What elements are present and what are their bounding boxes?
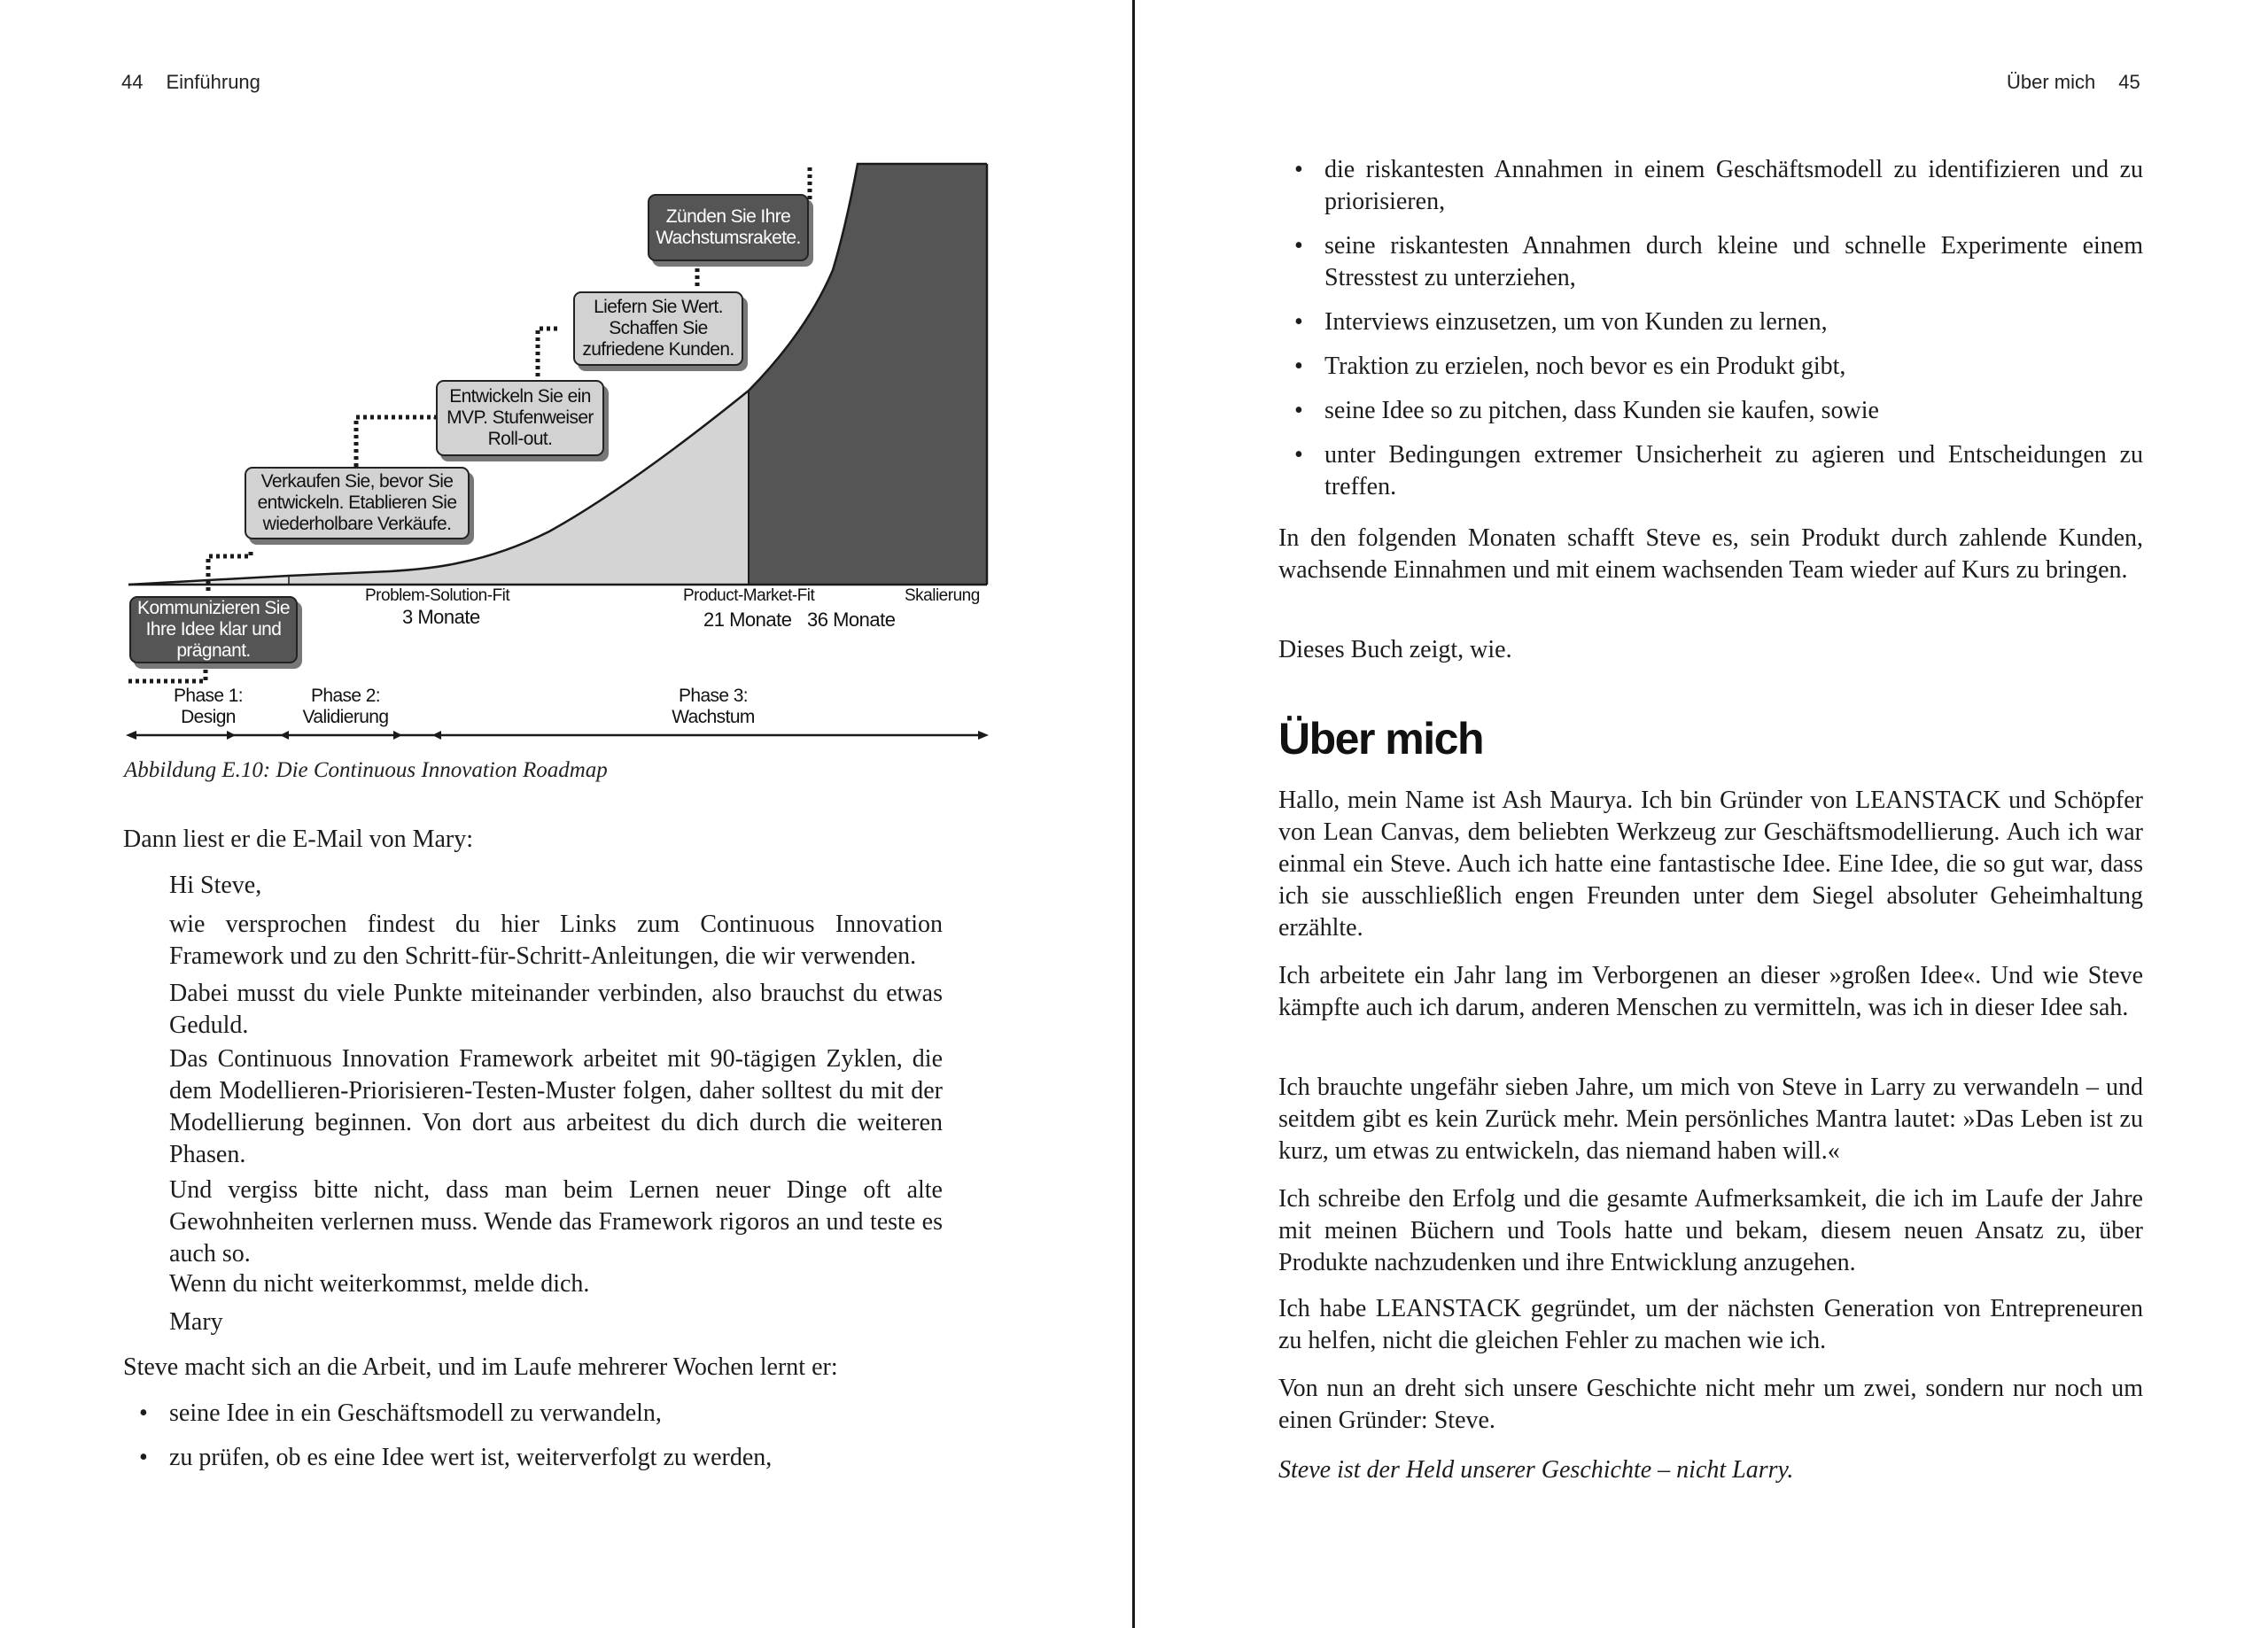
label-3-months: 3 Monate — [402, 606, 480, 628]
milestone-box-sell: Verkaufen Sie, bevor Sie entwickeln. Etablieren Sie wiederholbare Verkäufe. — [245, 467, 470, 539]
figure-caption: Abbildung E.10: Die Continuous Innovation Roadmap — [124, 758, 608, 782]
label-problem-solution-fit: Problem-Solution-Fit — [365, 586, 510, 605]
book-spine — [1132, 0, 1135, 1628]
running-head-right: Über mich — [2007, 71, 2096, 93]
email-paragraph-3: Das Continuous Innovation Framework arbeitet mit 90-tägigen Zyklen, die dem Modellieren-Priorisieren-Testen-Muster folgen, daher solltest du mit der Modellierung beginnen. Von dort aus arbeitest du dich durch die weiteren Phasen. — [169, 1045, 943, 1168]
list-item: • unter Bedingungen extremer Unsicherheit zu agieren und Entscheidungen zu treffen. — [1278, 439, 2143, 503]
about-paragraph-5: Ich habe LEANSTACK gegründet, um der nächsten Generation von Entrepreneuren zu helfen, nicht die gleichen Fehler zu machen wie ich. — [1278, 1295, 2143, 1354]
phase-1-title: Phase 1: — [173, 686, 244, 706]
phase-2-label — [288, 686, 403, 728]
email-paragraph-5: Wenn du nicht weiterkommst, melde dich. — [169, 1270, 590, 1298]
milestone-box-growth: Zünden Sie Ihre Wachstumsrakete. — [648, 194, 809, 261]
para-following-months: In den folgenden Monaten schafft Steve es, sein Produkt durch zahlende Kunden, wachsende Einnahmen und mit einem wachsenden Team wieder auf Kurs zu bringen. — [1278, 524, 2143, 584]
phase-timeline — [126, 731, 989, 740]
phase-3-title: Phase 3: — [678, 686, 749, 706]
section-heading: Über mich — [1278, 714, 1484, 764]
intro-paragraph: Dann liest er die E-Mail von Mary: — [123, 826, 474, 853]
email-paragraph-1: wie versprochen findest du hier Links zum Continuous Innovation Framework und zu den Schritt-für-Schritt-Anleitungen, die wir verwenden. — [169, 911, 943, 970]
phase-2-name: Validierung — [302, 707, 389, 727]
left-bullet-list — [123, 1398, 943, 1474]
label-36-months: 36 Monate — [807, 609, 896, 631]
email-paragraph-4: Und vergiss bitte nicht, dass man beim Lernen neuer Dinge oft alte Gewohnheiten verlernen muss. Wende das Framework rigoros an und teste es auch so. — [169, 1176, 943, 1268]
label-skalierung: Skalierung — [905, 586, 980, 605]
label-product-market-fit: Product-Market-Fit — [683, 586, 815, 605]
milestone-box-communicate: Kommunizieren Sie Ihre Idee klar und prägnant. — [129, 596, 298, 663]
list-item: • seine Idee so zu pitchen, dass Kunden sie kaufen, sowie — [1278, 395, 2143, 427]
running-head-left: Einführung — [166, 71, 260, 93]
phase-2-title: Phase 2: — [310, 686, 381, 706]
label-21-months: 21 Monate — [703, 609, 792, 631]
right-running-header — [2007, 71, 2140, 94]
about-paragraph-1: Hallo, mein Name ist Ash Maurya. Ich bin Gründer von LEANSTACK und Schöpfer von Lean Canvas, dem beliebten Werkzeug zur Geschäftsmodellierung. Auch ich war einmal ein Steve. Auch ich hatte eine fantastische Idee. Eine Idee, die so gut war, dass ich sie ausschließlich engen Freunden unter dem Siegel absoluter Geheimhaltung erzählte. — [1278, 787, 2143, 942]
list-item: • zu prüfen, ob es eine Idee wert ist, weiterverfolgt zu werden, — [123, 1442, 943, 1474]
milestone-box-mvp: Entwickeln Sie ein MVP. Stufenweiser Roll-out. — [436, 380, 604, 456]
phase-3-label — [656, 686, 771, 728]
list-item: • Traktion zu erzielen, noch bevor es ein Produkt gibt, — [1278, 351, 2143, 383]
outro-paragraph: Steve macht sich an die Arbeit, und im Laufe mehrerer Wochen lernt er: — [123, 1353, 838, 1381]
list-item: • seine Idee in ein Geschäftsmodell zu verwandeln, — [123, 1398, 943, 1430]
email-greeting: Hi Steve, — [169, 872, 262, 899]
about-paragraph-3: Ich brauchte ungefähr sieben Jahre, um mich von Steve in Larry zu verwandeln – und seitdem gibt es kein Zurück mehr. Mein persönliches Mantra lautet: »Das Leben ist zu kurz, um etwas zu entwickeln, das niemand haben will.« — [1278, 1074, 2143, 1165]
right-bullet-list — [1278, 154, 2143, 503]
page-number-left: 44 — [121, 71, 144, 93]
roadmap-figure — [124, 155, 992, 748]
email-paragraph-2: Dabei musst du viele Punkte miteinander verbinden, also brauchst du etwas Geduld. — [169, 980, 943, 1039]
list-item: • seine riskantesten Annahmen durch kleine und schnelle Experimente einem Stresstest zu unterziehen, — [1278, 230, 2143, 294]
para-book-shows: Dieses Buch zeigt, wie. — [1278, 636, 1512, 663]
email-signature: Mary — [169, 1308, 223, 1336]
about-paragraph-4: Ich schreibe den Erfolg und die gesamte Aufmerksamkeit, die ich im Laufe der Jahre mit meinen Büchern und Tools hatte und bekam, diesem neuen Ansatz zu, über Produkte nachzudenken und ihre Entwicklung anzugehen. — [1278, 1185, 2143, 1276]
phase-1-name: Design — [181, 707, 236, 727]
left-page — [0, 0, 1132, 1628]
about-paragraph-2: Ich arbeitete ein Jahr lang im Verborgenen an dieser »großen Idee«. Und wie Steve kämpfte auch ich darum, anderen Menschen zu vermitteln, was ich in dieser Idee sah. — [1278, 962, 2143, 1021]
milestone-box-value: Liefern Sie Wert. Schaffen Sie zufriedene Kunden. — [573, 291, 743, 366]
list-item: • Interviews einzusetzen, um von Kunden zu lernen, — [1278, 306, 2143, 338]
left-running-header — [121, 71, 260, 94]
phase-1-label — [159, 686, 257, 728]
list-item: • die riskantesten Annahmen in einem Geschäftsmodell zu identifizieren und zu priorisieren, — [1278, 154, 2143, 218]
about-paragraph-6: Von nun an dreht sich unsere Geschichte nicht mehr um zwei, sondern nur noch um einen Gründer: Steve. — [1278, 1375, 2143, 1434]
page-number-right: 45 — [2118, 71, 2140, 93]
phase-3-name: Wachstum — [672, 707, 755, 727]
closing-line: Steve ist der Held unserer Geschichte – nicht Larry. — [1278, 1456, 1794, 1484]
